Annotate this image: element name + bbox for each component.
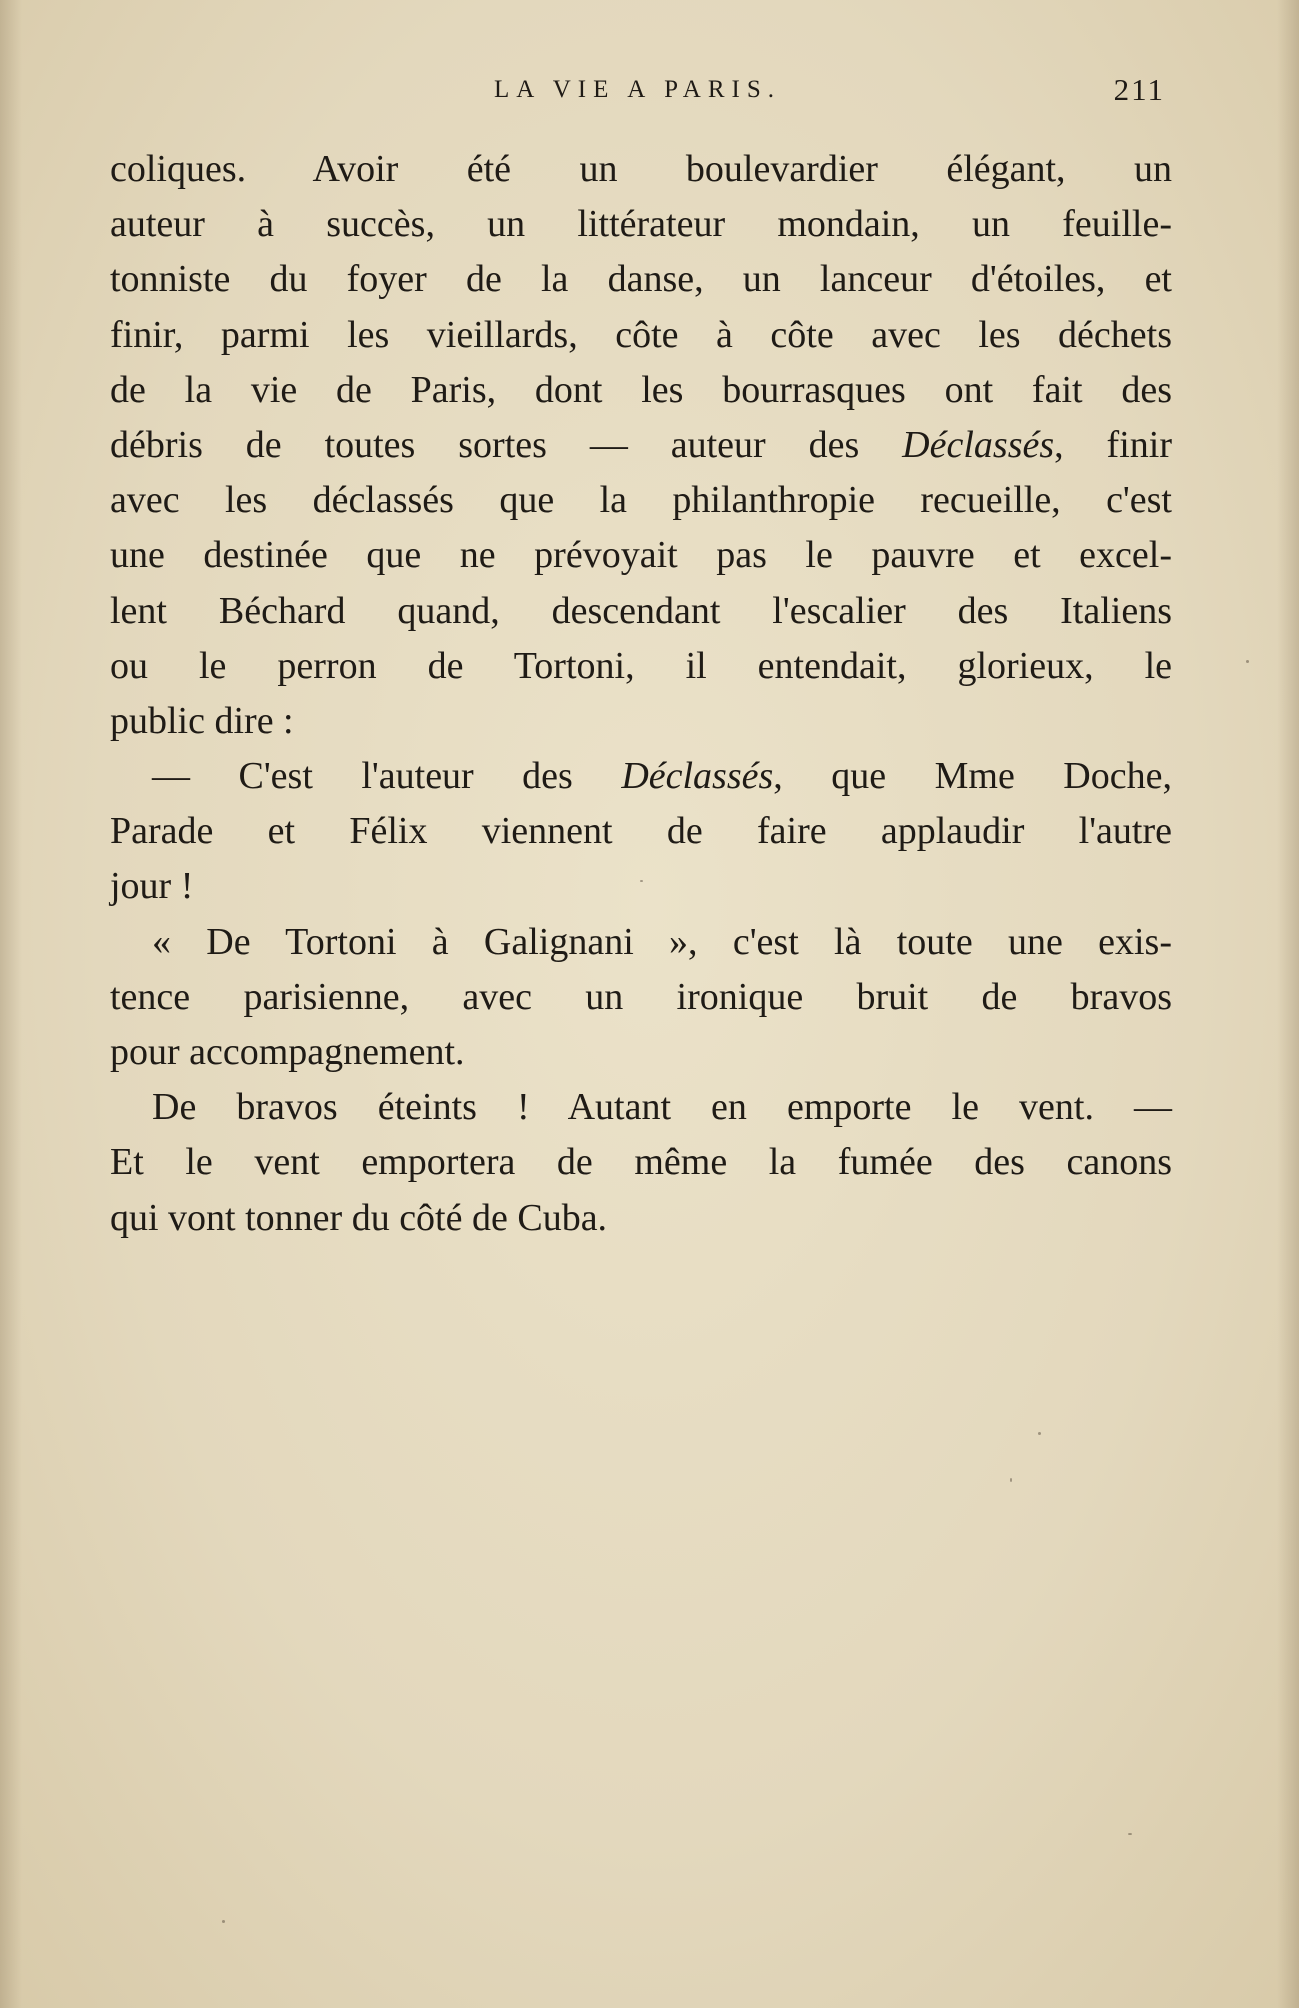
text-line: public dire : (110, 699, 294, 742)
italic-title: Déclassés (621, 755, 774, 798)
text-run: , que Mme Doche, (773, 755, 1172, 798)
text-line: qui vont tonner du côté de Cuba. (110, 1196, 608, 1239)
paper-speck (1010, 1478, 1012, 1482)
text-line: Et le vent emportera de même la fumée des canons (110, 1141, 1172, 1184)
text-line: coliques. Avoir été un boulevardier élégant, un (110, 148, 1172, 190)
text-run: , finir (1054, 423, 1172, 466)
text-line-with-italic-title (110, 418, 1172, 473)
text-line: de la vie de Paris, dont les bourrasques ont fait des (110, 368, 1172, 411)
text-line: « De Tortoni à Galignani », c'est là toute une exis- (152, 920, 1172, 963)
text-line: De bravos éteints ! Autant en emporte le vent. — (152, 1086, 1172, 1129)
text-run: débris de toutes sortes — auteur des (110, 423, 903, 466)
running-head (110, 72, 1165, 112)
paper-speck (1246, 660, 1249, 663)
text-line: avec les déclassés que la philanthropie recueille, c'est (110, 479, 1172, 522)
text-line: lent Béchard quand, descendant l'escalier des Italiens (110, 589, 1172, 632)
text-run: — C'est l'auteur des (152, 755, 622, 798)
dialogue-line-with-italic-title (110, 749, 1172, 804)
text-line: Parade et Félix viennent de faire applaudir l'autre (110, 810, 1172, 853)
text-line: une destinée que ne prévoyait pas le pauvre et excel- (110, 534, 1172, 577)
text-line: ou le perron de Tortoni, il entendait, glorieux, le (110, 644, 1172, 687)
paper-speck (1038, 1432, 1041, 1435)
text-line: finir, parmi les vieillards, côte à côte avec les déchets (110, 313, 1172, 356)
running-title: LA VIE A PARIS. (493, 76, 781, 103)
paper-speck (222, 1920, 225, 1923)
page-edge-shadow-left (0, 0, 22, 2008)
text-line: auteur à succès, un littérateur mondain, un feuille- (110, 203, 1172, 246)
text-line: pour accompagnement. (110, 1031, 465, 1073)
page-number: 211 (1113, 72, 1165, 107)
text-line: tonniste du foyer de la danse, un lanceur d'étoiles, et (110, 258, 1172, 301)
italic-title: Déclassés (902, 423, 1055, 466)
text-line: tence parisienne, avec un ironique bruit de bravos (110, 975, 1172, 1018)
body-text (110, 142, 1172, 1246)
text-line: jour ! (110, 865, 194, 908)
page-edge-shadow-right (1277, 0, 1299, 2008)
paper-speck (1128, 1833, 1132, 1835)
paper-speck (640, 880, 643, 882)
